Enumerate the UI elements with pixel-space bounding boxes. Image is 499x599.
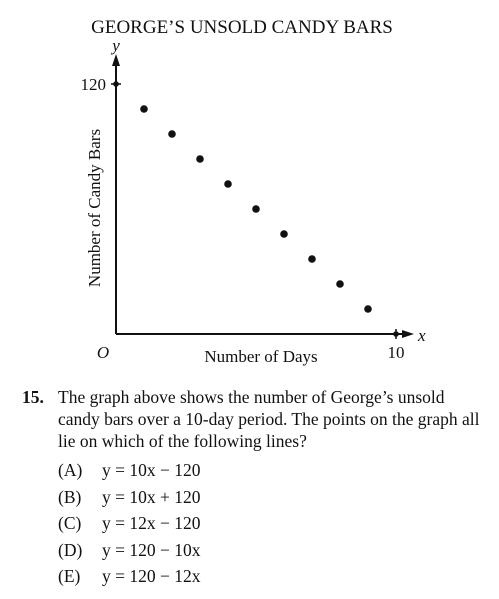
origin-label: O xyxy=(96,343,110,362)
choice-c-letter: (C) xyxy=(58,513,82,533)
question-text: The graph above shows the number of George’s unsold candy bars over a 10-day period. The points on the graph all lie on which of the following lines? xyxy=(58,387,480,451)
y-axis-label: Number of Candy Bars xyxy=(85,128,104,288)
data-point-5 xyxy=(252,205,260,213)
data-point-7 xyxy=(308,255,316,263)
data-point-9 xyxy=(364,305,372,313)
x-axis-arrow xyxy=(402,330,414,338)
choice-e-text: y = 120 − 12x xyxy=(102,566,201,586)
data-points xyxy=(140,105,372,313)
choice-b-letter: (B) xyxy=(58,486,82,507)
choice-d-letter: (D) xyxy=(58,539,83,560)
data-point-3 xyxy=(196,155,204,163)
data-point-2 xyxy=(168,130,176,138)
data-point-1 xyxy=(140,105,148,113)
choice-b-text: y = 10x + 120 xyxy=(102,486,201,507)
x-axis-label: Number of Days xyxy=(204,347,318,366)
data-point-6 xyxy=(280,230,288,238)
choice-a-text: y = 10x − 120 xyxy=(102,460,201,480)
data-point-8 xyxy=(336,280,344,288)
y-axis-arrow xyxy=(112,54,120,66)
choice-d-text: y = 120 − 10x xyxy=(102,539,201,560)
x-tick-label-10: 10 xyxy=(387,343,405,362)
chart-title: GEORGE’S UNSOLD CANDY BARS xyxy=(91,17,393,38)
choice-c-text: y = 12x − 120 xyxy=(102,513,201,533)
y-tick-label-120: 120 xyxy=(80,75,106,94)
x-axis-symbol: x xyxy=(418,326,426,345)
choice-e-letter: (E) xyxy=(58,566,81,586)
data-point-4 xyxy=(224,180,232,188)
question-number: 15. xyxy=(22,387,44,407)
y-axis-symbol: y xyxy=(112,36,120,55)
choice-a-letter: (A) xyxy=(58,460,83,480)
